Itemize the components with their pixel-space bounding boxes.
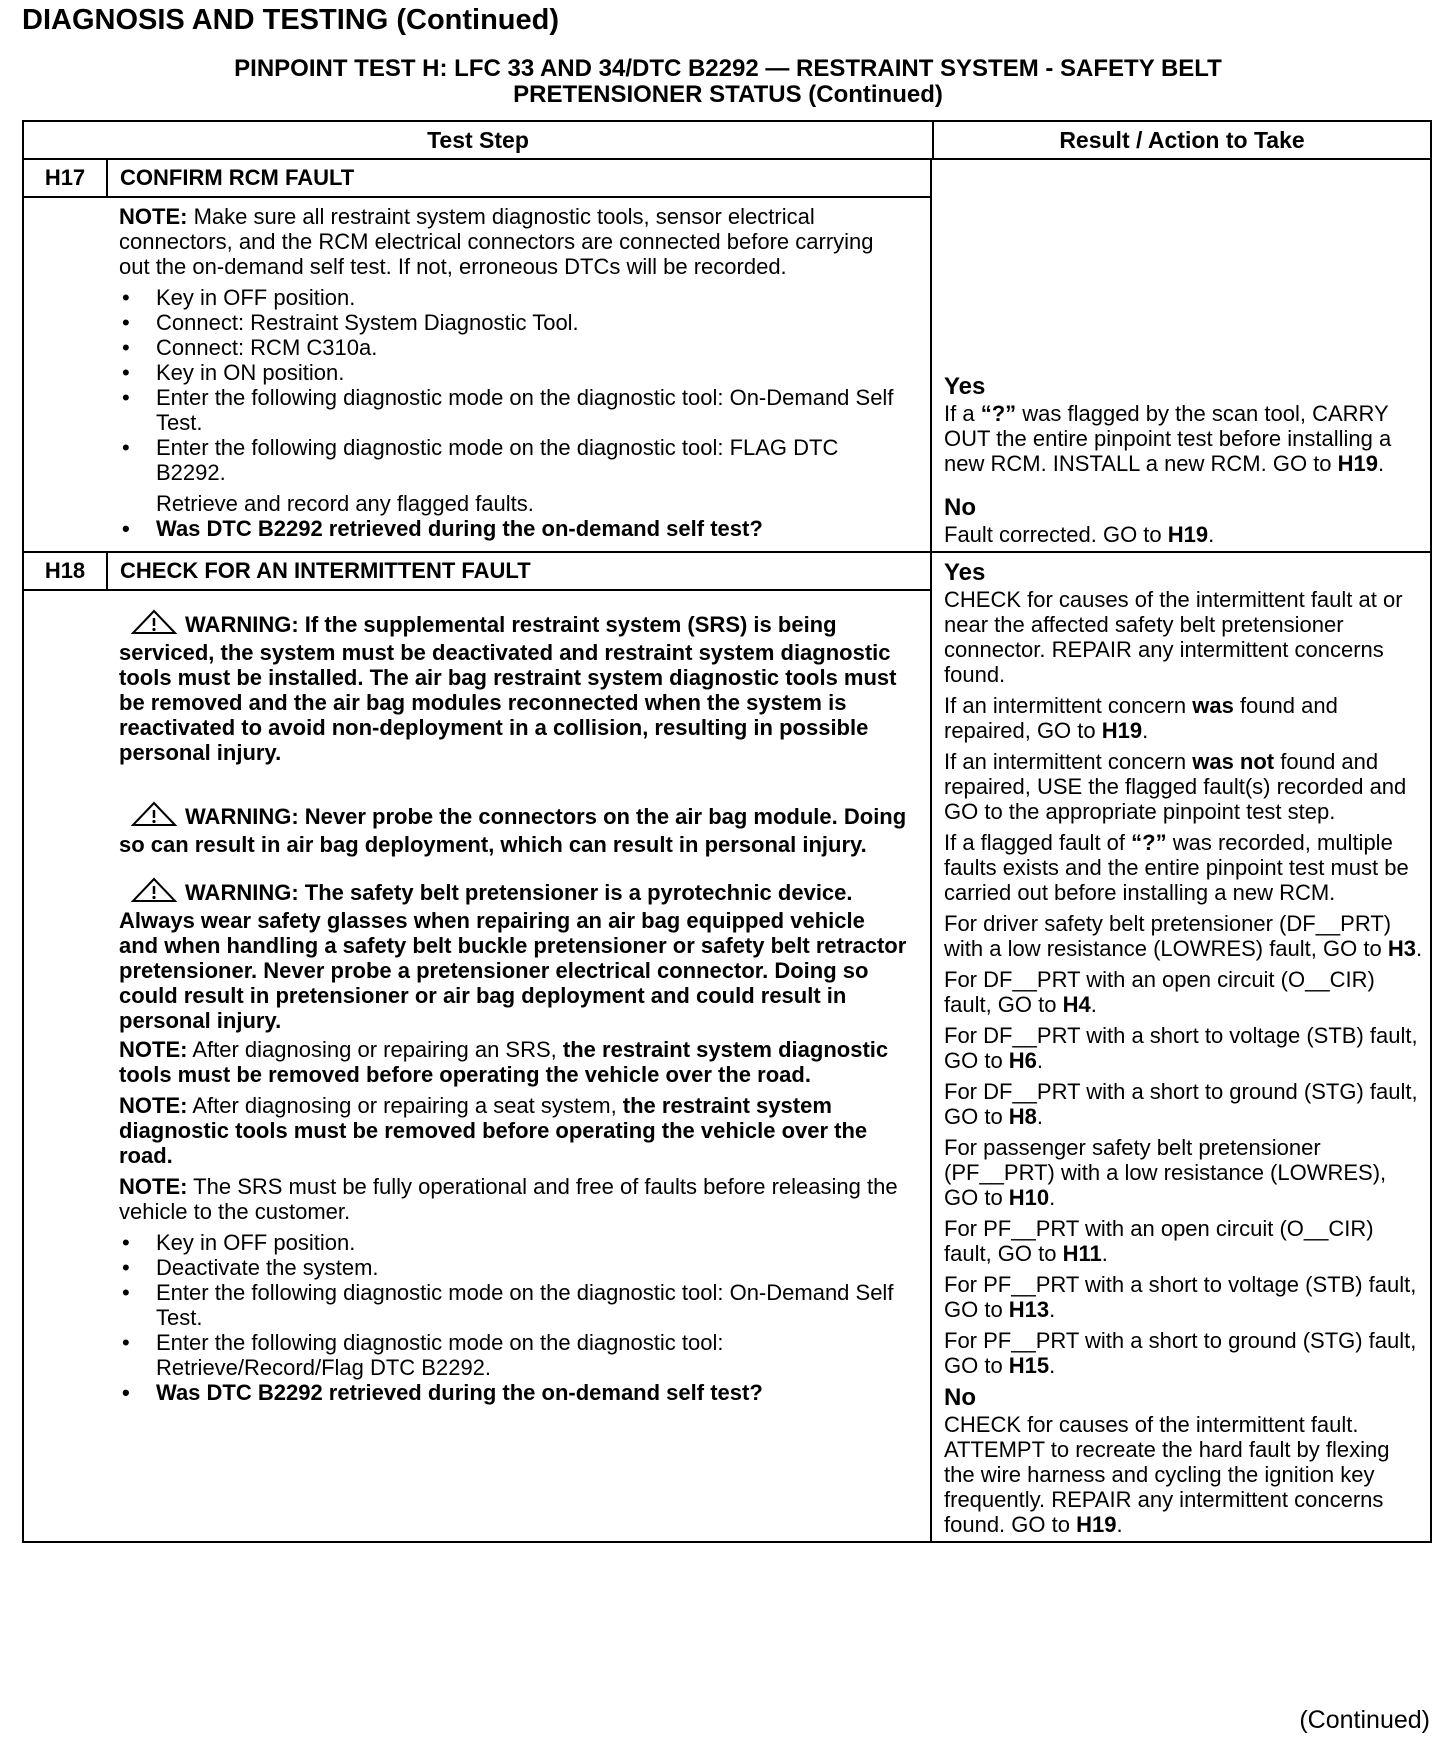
step-ref: H19 <box>1167 522 1209 547</box>
yes-action <box>944 401 1424 476</box>
list-item: • Connect: Restraint System Diagnostic Tool. <box>119 310 910 335</box>
step-ref: H19 <box>1101 718 1143 743</box>
question: • Was DTC B2292 retrieved during the on-demand self test? <box>119 516 910 541</box>
retrieve-instruction: Retrieve and record any flagged faults. <box>156 491 534 516</box>
note-text: the restraint system diagnostic tools must be removed before operating the vehicle over the road. <box>119 1037 889 1087</box>
goto-item: For passenger safety belt pretensioner (PF__PRT) with a low resistance (LOWRES), GO to H10. <box>944 1135 1387 1210</box>
list-item: • Enter the following diagnostic mode on the diagnostic tool: FLAG DTC B2292. <box>119 435 910 485</box>
goto-item: For PF__PRT with a short to ground (STG) fault, GO to H15. <box>944 1328 1417 1378</box>
question: • Was DTC B2292 retrieved during the on-demand self test? <box>119 1380 910 1405</box>
pinpoint-title-line1: PINPOINT TEST H: LFC 33 AND 34/DTC B2292 — RESTRAINT SYSTEM - SAFETY BELT <box>234 55 1222 82</box>
continued-label: (Continued) <box>1299 1706 1430 1734</box>
yes-label: Yes <box>944 559 986 586</box>
note-text: the restraint system diagnostic tools must be removed before operating the vehicle over the road. <box>119 1093 868 1168</box>
text: For DF__PRT with a short to ground (STG) fault, GO to <box>944 1079 1418 1129</box>
text: found and repaired, GO to <box>944 693 1338 743</box>
step-h17-bullets <box>119 285 910 485</box>
text: If a <box>944 401 981 426</box>
step-ref: H8 <box>1008 1104 1037 1129</box>
goto-item: For DF__PRT with a short to voltage (STB) fault, GO to H6. <box>944 1023 1418 1073</box>
no-label: No <box>944 1384 976 1411</box>
note <box>119 1093 910 1168</box>
text: If an intermittent concern <box>944 749 1193 774</box>
text: . <box>1378 451 1385 476</box>
step-ref: H10 <box>1008 1185 1050 1210</box>
step-h17-header <box>24 160 930 198</box>
warning-text: WARNING: Never probe the connectors on the air bag module. Doing so can result in air bag deployment, which can result in personal injury. <box>119 804 907 857</box>
step-ref: H4 <box>1062 992 1091 1017</box>
goto-item: For PF__PRT with a short to voltage (STB) fault, GO to H13. <box>944 1272 1417 1322</box>
step-ref: H3 <box>1387 936 1416 961</box>
note-text: After diagnosing or repairing a seat system, <box>187 1093 623 1118</box>
text: If a flagged fault of <box>944 830 1132 855</box>
text: . <box>1116 1512 1123 1537</box>
text: For PF__PRT with a short to ground (STG) fault, GO to <box>944 1328 1417 1378</box>
step-ref: H13 <box>1008 1297 1050 1322</box>
note-text: The SRS must be fully operational and free of faults before releasing the vehicle to the customer. <box>119 1174 898 1224</box>
step-h18-body <box>24 591 930 1415</box>
text: was not <box>1192 749 1275 774</box>
list-item: • Enter the following diagnostic mode on the diagnostic tool: On-Demand Self Test. <box>119 1280 910 1330</box>
step-ref: H19 <box>1337 451 1379 476</box>
yes-action <box>944 830 1424 905</box>
text: For DF__PRT with a short to voltage (STB) fault, GO to <box>944 1023 1418 1073</box>
warning-triangle-icon <box>131 801 177 832</box>
goto-item: For DF__PRT with an open circuit (O__CIR) fault, GO to H4. <box>944 967 1375 1017</box>
yes-label: Yes <box>944 373 986 400</box>
step-h18 <box>24 553 1430 1541</box>
note-text: Make sure all restraint system diagnostic tools, sensor electrical connectors, and the RCM electrical connectors are connected before carrying out the on-demand self test. If not, erroneous DTCs will be recorded. <box>119 204 874 279</box>
pinpoint-title-line2: PRETENSIONER STATUS (Continued) <box>513 81 943 108</box>
step-h17 <box>24 160 1430 553</box>
warning-triangle-icon <box>131 877 177 908</box>
text: was recorded, multiple faults exists and the entire pinpoint test must be carried out before installing a new RCM. <box>944 830 1409 905</box>
step-ref: H6 <box>1008 1048 1037 1073</box>
text: For passenger safety belt pretensioner (PF__PRT) with a low resistance (LOWRES), GO to <box>944 1135 1387 1210</box>
note-label: NOTE: <box>119 1037 188 1062</box>
col-header-test-step: Test Step <box>24 122 934 158</box>
text: was flagged by the scan tool, CARRY OUT the entire pinpoint test before installing a new RCM. INSTALL a new RCM. GO to <box>944 401 1392 476</box>
list-item: • Key in OFF position. <box>119 285 910 310</box>
step-h17-left <box>24 160 932 551</box>
list-item: • Enter the following diagnostic mode on the diagnostic tool: On-Demand Self Test. <box>119 385 910 435</box>
step-h18-result <box>932 553 1430 1541</box>
list-item: • Deactivate the system. <box>119 1255 910 1280</box>
text: Fault corrected. GO to <box>944 522 1168 547</box>
text: found and repaired, USE the flagged fault(s) recorded and GO to the appropriate pinpoint test step. <box>944 749 1407 824</box>
step-number: H18 <box>24 553 108 589</box>
no-action <box>944 522 1424 547</box>
no-label: No <box>944 494 976 521</box>
list-item: • Connect: RCM C310a. <box>119 335 910 360</box>
list-item: • Enter the following diagnostic mode on the diagnostic tool: Retrieve/Record/Flag DTC B2292. <box>119 1330 910 1380</box>
step-name: CHECK FOR AN INTERMITTENT FAULT <box>120 558 531 583</box>
step-h17-body <box>24 198 930 551</box>
warning <box>119 877 910 1033</box>
text: For PF__PRT with an open circuit (O__CIR) fault, GO to <box>944 1216 1374 1266</box>
step-h17-question <box>119 516 910 541</box>
text: CHECK for causes of the intermittent fault. ATTEMPT to recreate the hard fault by flexing the wire harness and cycling the ignition key frequently. REPAIR any intermittent concerns found. GO to <box>944 1412 1390 1537</box>
yes-action <box>944 693 1424 743</box>
text: was <box>1192 693 1234 718</box>
pinpoint-table <box>22 120 1432 1543</box>
text: . <box>1208 522 1215 547</box>
note <box>119 1037 910 1087</box>
goto-item: For DF__PRT with a short to ground (STG) fault, GO to H8. <box>944 1079 1418 1129</box>
text: “?” <box>980 401 1017 426</box>
no-action <box>944 1412 1424 1537</box>
text: “?” <box>1131 830 1167 855</box>
col-header-result: Result / Action to Take <box>1059 126 1305 153</box>
step-h18-header <box>24 553 930 591</box>
list-item: • Key in OFF position. <box>119 1230 910 1255</box>
goto-item: For PF__PRT with an open circuit (O__CIR) fault, GO to H11. <box>944 1216 1374 1266</box>
text: For DF__PRT with an open circuit (O__CIR) fault, GO to <box>944 967 1375 1017</box>
pinpoint-test-title <box>0 56 1456 108</box>
table-header-row <box>24 122 1430 160</box>
warning-text: WARNING: The safety belt pretensioner is a pyrotechnic device. Always wear safety glasses when repairing an air bag equipped vehicle and when handling a safety belt buckle pretensioner or safety belt retractor pretensioner. Never probe a pretensioner electrical connector. Doing so could result in pretensioner or air bag deployment and could result in personal injury. <box>119 880 907 1033</box>
step-h18-bullets <box>119 1230 910 1405</box>
step-number: H17 <box>24 160 108 196</box>
step-ref: H19 <box>1076 1512 1117 1537</box>
warning-text: WARNING: If the supplemental restraint system (SRS) is being serviced, the system must be deactivated and restraint system diagnostic tools must be installed. The air bag restraint system diagnostic tools must be removed and the air bag modules reconnected when the system is reactivated to avoid non-deployment in a collision, resulting in possible personal injury. <box>119 612 897 765</box>
step-h18-left <box>24 553 932 1541</box>
note-label: NOTE: <box>119 204 188 229</box>
note-label: NOTE: <box>119 1093 188 1118</box>
yes-action: CHECK for causes of the intermittent fault at or near the affected safety belt pretensioner connector. REPAIR any intermittent concerns found. <box>944 587 1403 687</box>
text: If an intermittent concern <box>944 693 1193 718</box>
note <box>119 204 910 279</box>
note-label: NOTE: <box>119 1174 188 1199</box>
warning <box>119 801 910 857</box>
text: For PF__PRT with a short to voltage (STB) fault, GO to <box>944 1272 1417 1322</box>
step-ref: H15 <box>1008 1353 1050 1378</box>
warning <box>119 609 910 765</box>
step-ref: H11 <box>1062 1241 1102 1266</box>
text: For driver safety belt pretensioner (DF__PRT) with a low resistance (LOWRES) fault, GO to <box>944 911 1392 961</box>
warning-triangle-icon <box>131 609 177 640</box>
page-header: DIAGNOSIS AND TESTING (Continued) <box>22 4 560 36</box>
step-h17-result <box>932 160 1430 551</box>
note <box>119 1174 910 1224</box>
yes-action <box>944 749 1424 824</box>
goto-item: For driver safety belt pretensioner (DF__PRT) with a low resistance (LOWRES) fault, GO to H3. <box>944 911 1423 961</box>
list-item: • Key in ON position. <box>119 360 910 385</box>
note-text: After diagnosing or repairing an SRS, <box>187 1037 563 1062</box>
text: . <box>1142 718 1149 743</box>
step-name: CONFIRM RCM FAULT <box>120 165 355 190</box>
